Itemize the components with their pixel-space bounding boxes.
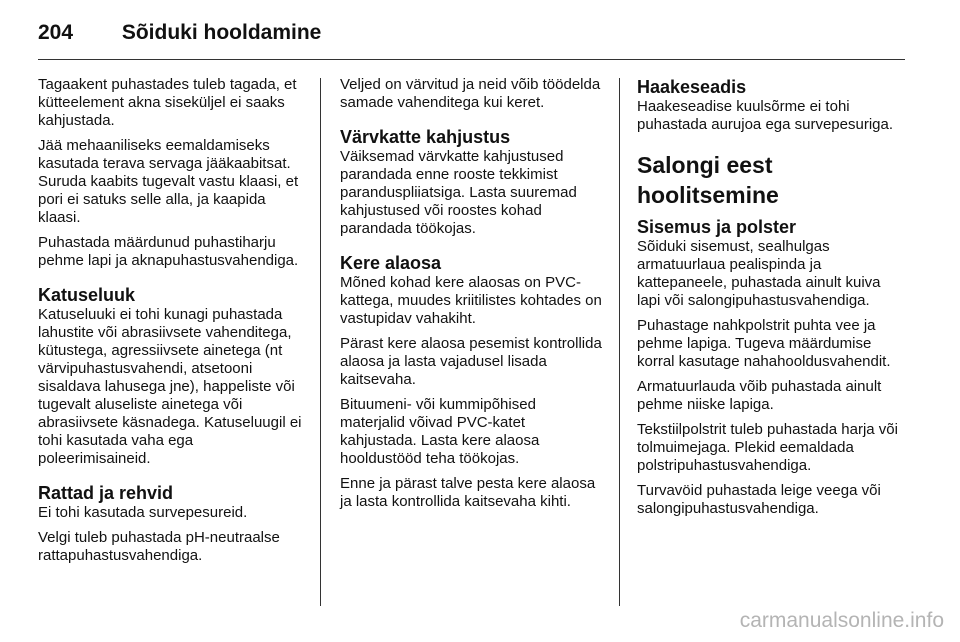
page-number: 204 [38,21,74,44]
header-divider [38,59,905,60]
heading-underbody: Kere alaosa [340,253,442,273]
paragraph-seat-belts: Turvavöid puhastada leige veega või salongipuhastusvahendiga. [637,482,881,517]
paragraph-paint-damage: Väiksemad värvkatte kahjustused parandada enne rooste tekkimist paranduspliiatsiga. Lasta suuremad kahjustused või roostes kohad parandada töökojas. [340,148,577,237]
paragraph-no-pressure-washer: Ei tohi kasutada survepesureid. [38,504,248,521]
paragraph-winter-wash: Enne ja pärast talve pesta kere alaosa ja lasta kontrollida kaitsevaha kihti. [340,475,596,510]
page-title: Sõiduki hooldamine [121,21,322,44]
paragraph-rim-cleaner: Velgi tuleb puhastada pH-neutraalse rattapuhastusvahendiga. [38,529,280,564]
paragraph-underbody-check: Pärast kere alaosa pesemist kontrollida alaosa ja lasta vajadusel lisada kaitsevaha. [340,335,602,388]
paragraph-rear-window: Tagaakent puhastades tuleb tagada, et kütteelement akna siseküljel ei saaks kahjustada. [38,76,297,129]
column-middle [340,76,604,518]
paragraph-pvc-coating: Mõned kohad kere alaosas on PVC-kattega, muudes kriitilistes kohtades on vastupidav vahakiht. [340,274,602,327]
watermark: carmanualsonline.info [739,609,944,632]
column-divider-1 [320,78,321,606]
paragraph-ice-scraper: Jää mehaaniliseks eemaldamiseks kasutada terava servaga jääkaabitsat. Suruda kaabits tugevalt vastu klaasi, et pori ei satuks selle alla, ja kaapida klaasi. [38,137,299,226]
heading-paint-damage: Värvkatte kahjustus [340,127,511,147]
column-divider-2 [619,78,620,606]
column-left [38,76,306,572]
heading-wheels-tyres: Rattad ja rehvid [38,483,174,503]
paragraph-rims-painted: Veljed on värvitud ja neid võib töödelda samade vahenditega kui keret. [340,76,601,111]
paragraph-towing-device: Haakeseadise kuulsõrme ei tohi puhastada aurujoa ega survepesuriga. [637,98,894,133]
paragraph-interior-dry-cloth: Sõiduki sisemust, sealhulgas armatuurlaua pealispinda ja kattepaneele, puhastada ainult kuiva lapi või salongipuhastusvahendiga. [637,238,881,309]
heading-sunroof: Katuseluuk [38,285,136,305]
heading-interior-care: Salongi eest hoolitsemine [637,152,779,208]
paragraph-bitumen: Bituumeni- või kummipõhised materjalid võivad PVC-katet kahjustada. Lasta kere alaosa hooldustööd teha töökojas. [340,396,540,467]
paragraph-wiper-blades: Puhastada määrdunud puhastiharju pehme lapi ja aknapuhastusvahendiga. [38,234,299,269]
paragraph-textile: Tekstiilpolstrit tuleb puhastada harja või tolmuimejaga. Plekid eemaldada polstripuhastusvahendiga. [637,421,898,474]
page-header [38,18,908,48]
paragraph-dashboard: Armatuurlauda võib puhastada ainult pehme niiske lapiga. [637,378,882,413]
heading-interior-upholstery: Sisemus ja polster [637,217,797,237]
paragraph-sunroof: Katuseluuki ei tohi kunagi puhastada lahustite või abrasiivsete vahenditega, kütustega, agressiivsete ainetega (nt värvipuhastusvahendi, atsetooni sisaldava lahusega jne), happeliste või tugevalt aluseliste ainetega või abrasiivsete käsnadega. Katuseluugil ei tohi kasutada vaha ega poleerimisaineid. [38,306,302,467]
heading-towing-device: Haakeseadis [637,77,747,97]
paragraph-leather: Puhastage nahkpolstrit puhta vee ja pehme lapiga. Tugeva määrdumise korral kasutage nahahooldusvahendit. [637,317,891,370]
column-right [637,76,905,525]
